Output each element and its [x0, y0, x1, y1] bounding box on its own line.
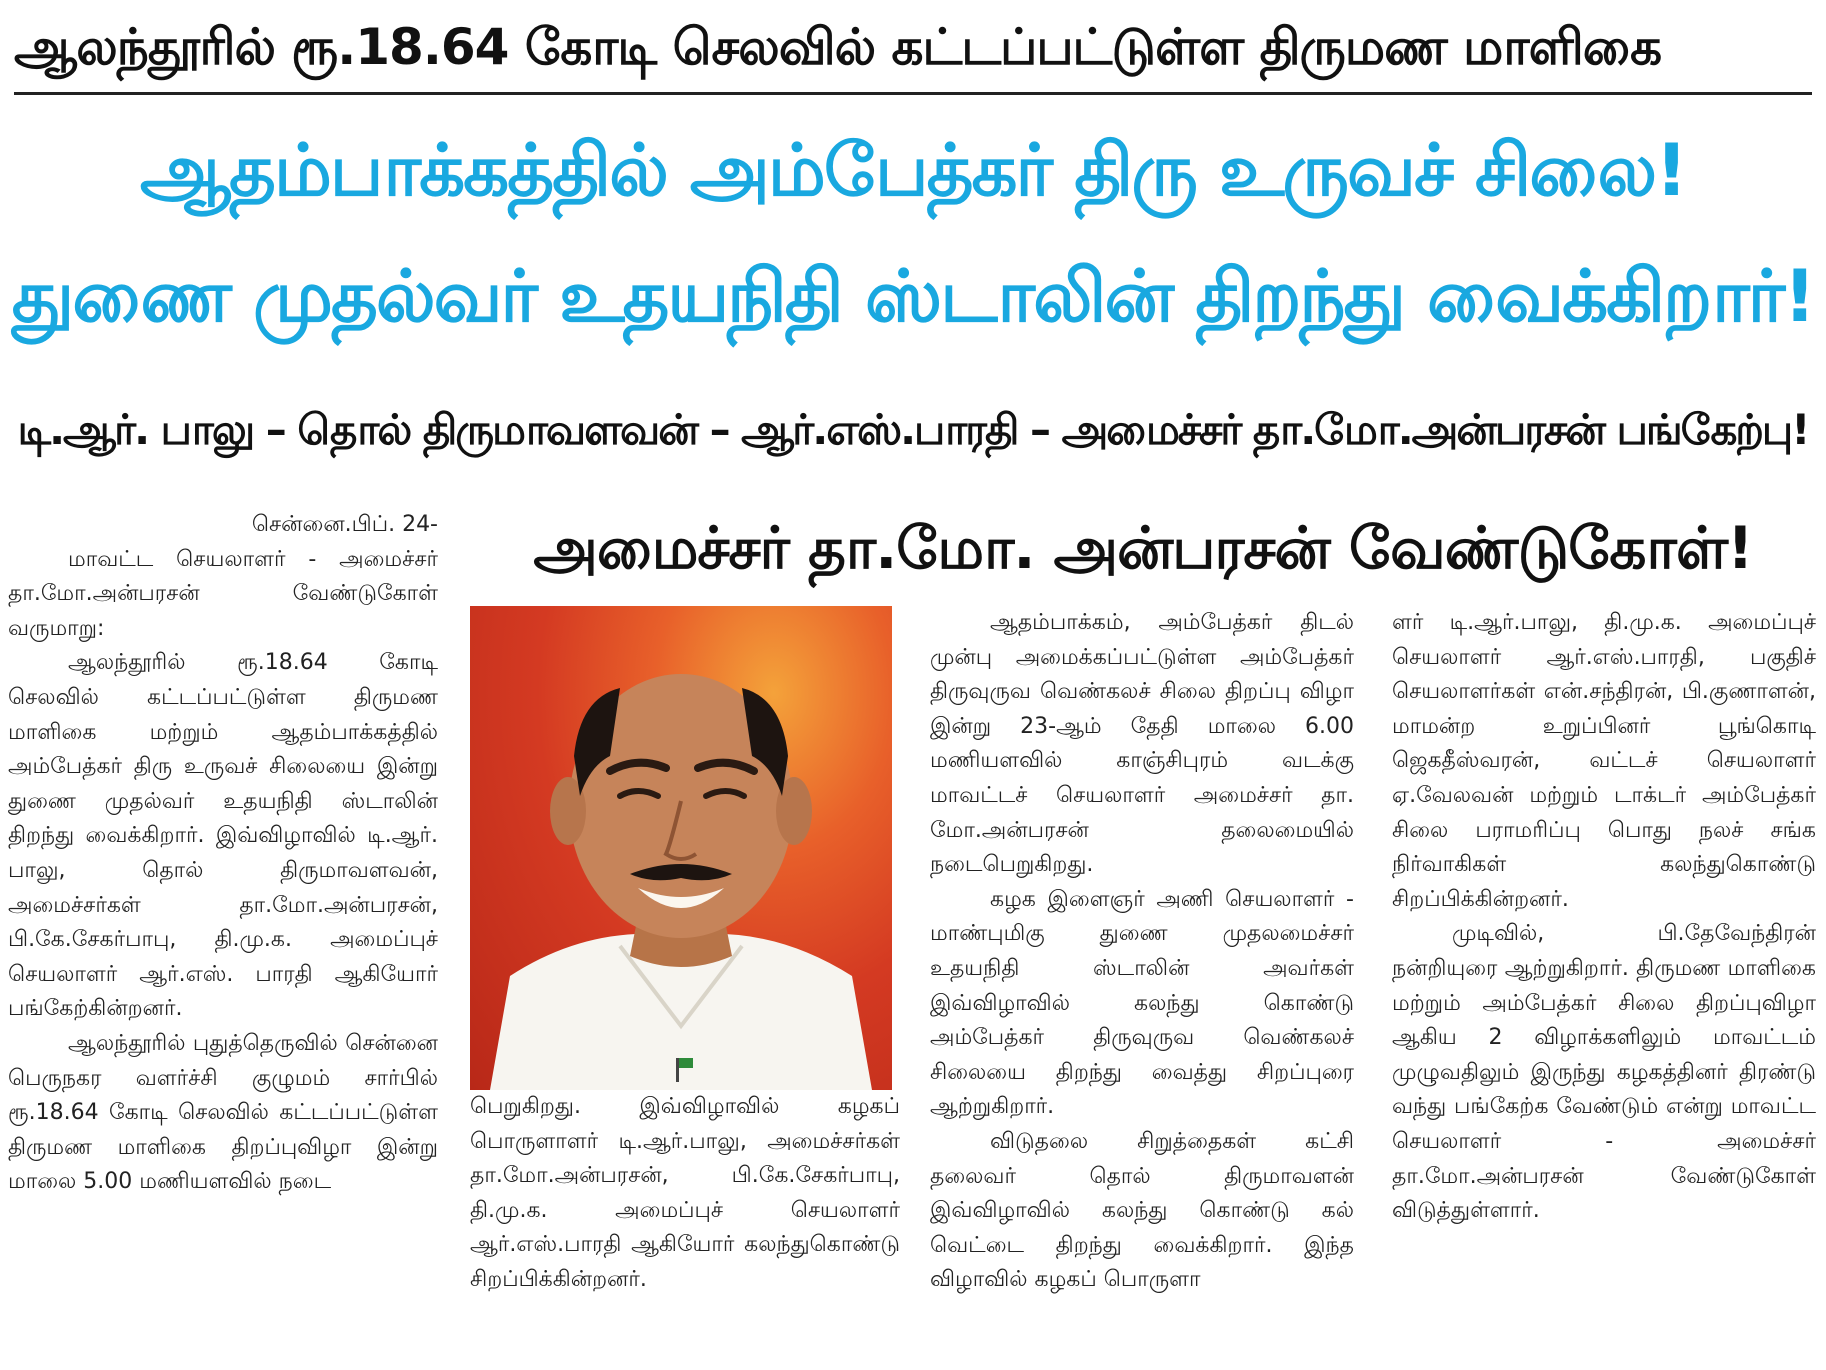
- subdeck: டி.ஆர். பாலு – தொல் திருமாவளவன் – ஆர்.எஸ்.பாரதி – அமைச்சர் தா.மோ.அன்பரசன் பங்கேற்பு!: [17, 405, 1809, 454]
- paragraph: கழக இளைஞர் அணி செயலாளர் - மாண்புமிகு துணை முதலமைச்சர் உதயநிதி ஸ்டாலின் அவர்கள் இவ்விழாவில் கலந்து கொண்டு அம்பேத்கர் திருவுருவ வெண்கலச் சிலையை திறந்து வைத்து சிறப்புரை ஆற்றுகிறார்.: [930, 886, 1354, 1120]
- main-headline-line2: துணை முதல்வர் உதயநிதி ஸ்டாலின் திறந்து வைக்கிறார்!: [11, 254, 1815, 338]
- article-column-3: [930, 606, 1354, 1370]
- article-column-4: [1392, 606, 1816, 1366]
- paragraph: ஆலந்தூரில் புதுத்தெருவில் சென்னை பெருநகர வளர்ச்சி குழுமம் சார்பில் ரூ.18.64 கோடி செலவில் கட்டப்பட்டுள்ள திருமண மாளிகை திறப்புவிழா இன்று மாலை 5.00 மணியளவில் நடை: [8, 1030, 438, 1195]
- article-column-2: [470, 1090, 900, 1366]
- paragraph: ளர் டி.ஆர்.பாலு, தி.மு.க. அமைப்புச் செயலாளர் ஆர்.எஸ்.பாரதி, பகுதிச் செயலாளர்கள் என்.சந்திரன், பி.குணாளன், மாமன்ற உறுப்பினர் பூங்கொடி ஜெகதீஸ்வரன், வட்டச் செயலாளர் ஏ.வேலவன் மற்றும் டாக்டர் அம்பேத்கர் சிலை பராமரிப்பு பொது நலச் சங்க நிர்வாகிகள் கலந்துகொண்டு சிறப்பிக்கின்றனர்.: [1392, 610, 1816, 912]
- paragraph: முடிவில், பி.தேவேந்திரன் நன்றியுரை ஆற்றுகிறார். திருமண மாளிகை மற்றும் அம்பேத்கர் சிலை திறப்புவிழா ஆகிய 2 விழாக்களிலும் மாவட்டம் முழுவதிலும் இருந்து கழகத்தினர் திரண்டு வந்து பங்கேற்க வேண்டும் என்று மாவட்ட செயலாளர் - அமைச்சர் தா.மோ.அன்பரசன் வேண்டுகோள் விடுத்துள்ளார்.: [1392, 921, 1816, 1224]
- kicker-headline: ஆலந்தூரில் ரூ.18.64 கோடி செலவில் கட்டப்பட்டுள்ள திருமண மாளிகை: [14, 18, 1662, 76]
- article-column-1: [8, 508, 438, 1366]
- paragraph: ஆலந்தூரில் ரூ.18.64 கோடி செலவில் கட்டப்பட்டுள்ள திருமண மாளிகை மற்றும் ஆதம்பாக்கத்தில் அம்பேத்கர் திரு உருவச் சிலையை இன்று துணை முதல்வர் உதயநிதி ஸ்டாலின் திறந்து வைக்கிறார். இவ்விழாவில் டி.ஆர். பாலு, தொல் திருமாவளவன், அமைச்சர்கள் தா.மோ.அன்பரசன், பி.கே.சேகர்பாபு, தி.மு.க. அமைப்புச் செயலாளர் ஆர்.எஸ். பாரதி ஆகியோர் பங்கேற்கின்றனர்.: [8, 650, 438, 1022]
- dateline: சென்னை.பிப். 24-: [251, 512, 438, 537]
- side-headline: அமைச்சர் தா.மோ. அன்பரசன் வேண்டுகோள்!: [533, 514, 1753, 582]
- kicker-divider: [14, 92, 1812, 95]
- main-headline-line1: ஆதம்பாக்கத்தில் அம்பேத்கர் திரு உருவச் சிலை!: [140, 128, 1686, 212]
- paragraph: விடுதலை சிறுத்தைகள் கட்சி தலைவர் தொல் திருமாவளன் இவ்விழாவில் கலந்து கொண்டு கல் வெட்டை திறந்து வைக்கிறார். இந்த விழாவில் கழகப் பொருளா: [930, 1128, 1354, 1293]
- paragraph: பெறுகிறது. இவ்விழாவில் கழகப் பொருளாளர் டி.ஆர்.பாலு, அமைச்சர்கள் தா.மோ.அன்பரசன், பி.கே.சேகர்பாபு, தி.மு.க. அமைப்புச் செயலாளர் ஆர்.எஸ்.பாரதி ஆகியோர் கலந்துகொண்டு சிறப்பிக்கின்றனர்.: [470, 1094, 900, 1292]
- paragraph: மாவட்ட செயலாளர் - அமைச்சர் தா.மோ.அன்பரசன் வேண்டுகோள் வருமாறு:: [8, 546, 438, 641]
- minister-portrait-photo: [470, 606, 892, 1090]
- paragraph: ஆதம்பாக்கம், அம்பேத்கர் திடல் முன்பு அமைக்கப்பட்டுள்ள அம்பேத்கர் திருவுருவ வெண்கலச் சிலை திறப்பு விழா இன்று 23-ஆம் தேதி மாலை 6.00 மணியளவில் காஞ்சிபுரம் வடக்கு மாவட்டச் செயலாளர் அமைச்சர் தா. மோ.அன்பரசன் தலைமையில் நடைபெறுகிறது.: [930, 610, 1354, 878]
